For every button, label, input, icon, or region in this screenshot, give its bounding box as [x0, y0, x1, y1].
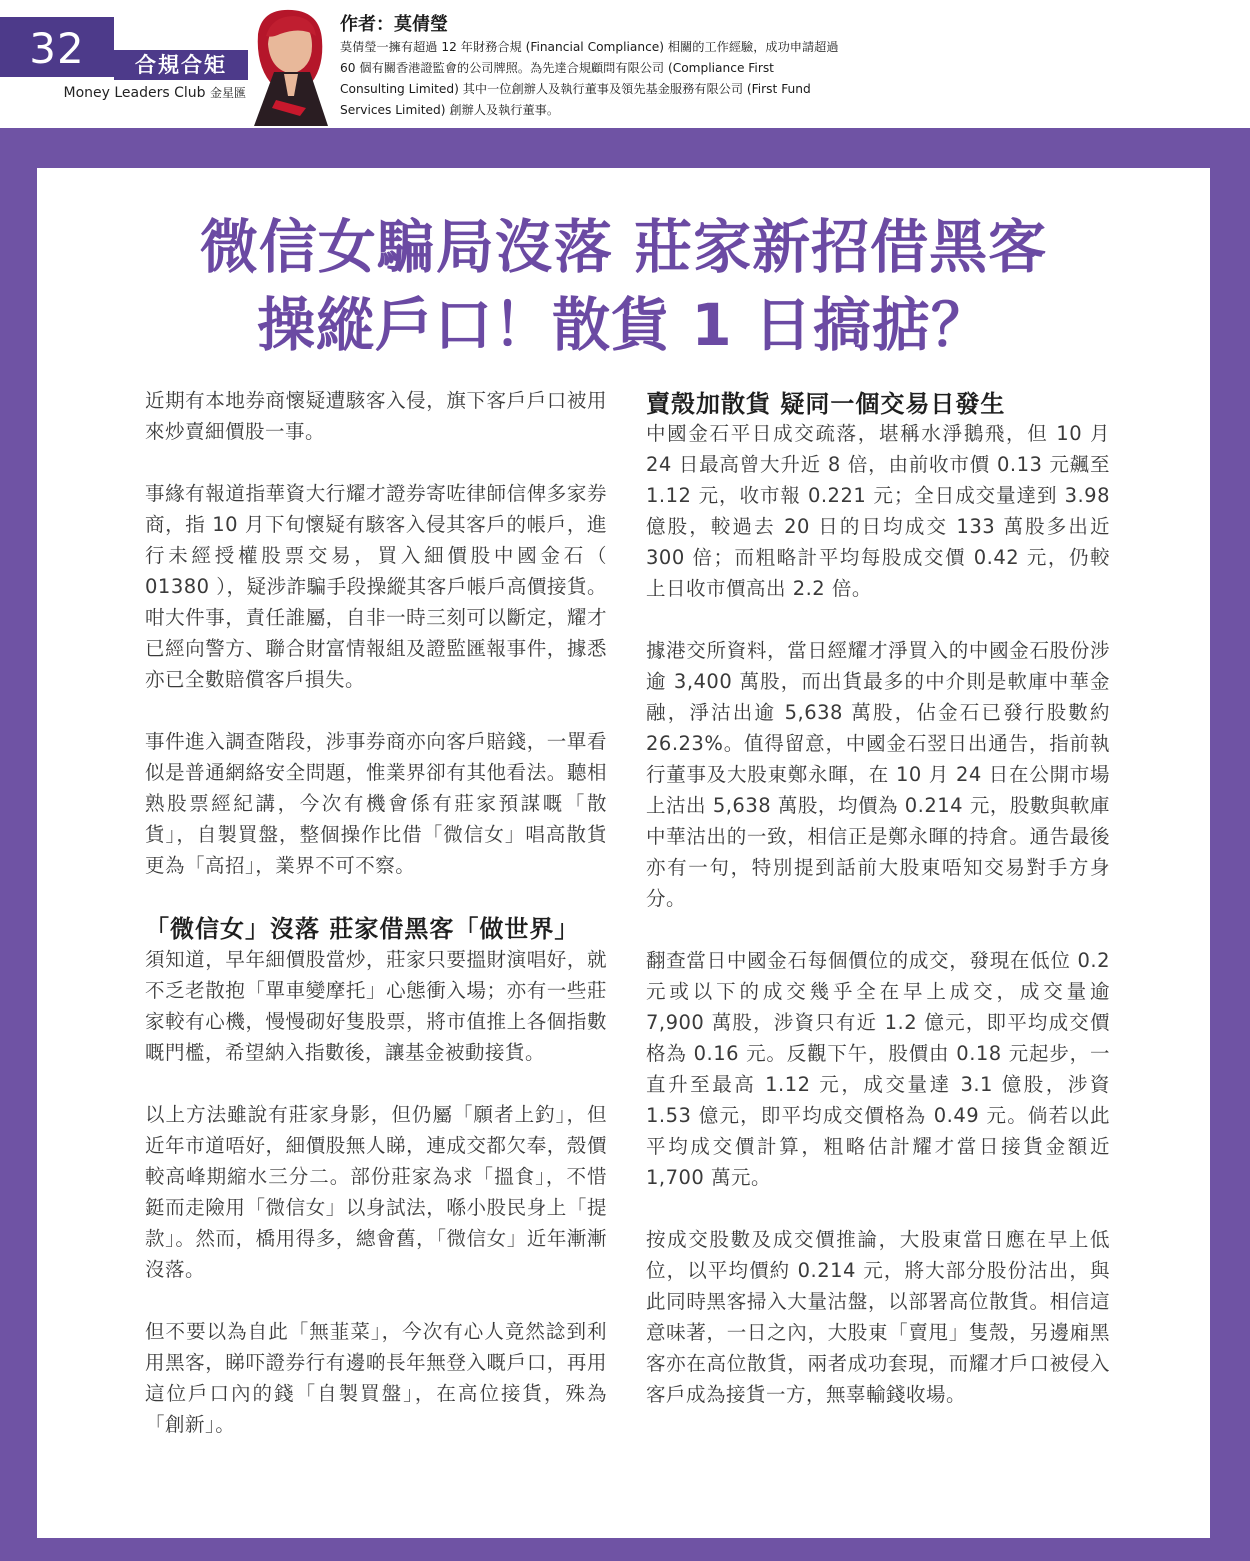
page-header: [0, 0, 1250, 128]
club-name-cn: 金星匯: [209, 86, 246, 100]
club-name: Money Leaders Club: [63, 85, 206, 101]
article-headline: [37, 208, 1210, 364]
headline-line-1: 微信女騙局沒落 莊家新招借黑客: [199, 213, 1048, 281]
paragraph: 以上方法雖說有莊家身影，但仍屬「願者上釣」，但近年市道唔好，細價股無人睇，連成交都欠奉，殼價較高峰期縮水三分二。部份莊家為求「搵食」，不惜鋌而走險用「微信女」以身試法，喺小股民身上「提款」。然而，橋用得多，總會舊，「微信女」近年漸漸沒落。: [145, 1103, 607, 1281]
paragraph: 據港交所資料，當日經耀才淨買入的中國金石股份涉逾 3,400 萬股，而出貨最多的中介則是軟庫中華金融，淨沽出逾 5,638 萬股，佔金石已發行股數約 26.23%。值得留意，中國金石翌日出通告，指前執行董事及大股東鄭永暉，在 10 月 24 日在公開市場上沽出 5,638 萬股，均價為 0.214 元，股數與軟庫中華沽出的一致，相信正是鄭永暉的持倉。通告最後亦有一句，特別提到話前大股東唔知交易對手方身分。: [646, 639, 1110, 910]
headline-line-2: 操縱戶口！散貨 1 日搞掂？: [257, 291, 990, 359]
paragraph: 事件進入調查階段，涉事券商亦向客戶賠錢，一單看似是普通網絡安全問題，惟業界卻有其他看法。聽相熟股票經紀講，今次有機會係有莊家預謀嘅「散貨」，自製買盤，整個操作比借「微信女」唱高散貨更為「高招」，業界不可不察。: [145, 730, 607, 877]
subheading: 賣殼加散貨 疑同一個交易日發生: [646, 390, 1006, 418]
author-bio: 莫倩瑩一擁有超過 12 年財務合規 (Financial Compliance) 相關的工作經驗，成功申請超過 60 個有關香港證監會的公司牌照。為先達合規顧問有限公司 (Compliance First Consulting Limited) 其中一位創辦人及執行董事及領先基金服務有限公司 (First Fund Services Limited) 創辦人及執行董事。: [340, 40, 839, 117]
paragraph: 但不要以為自此「無韮菜」，今次有心人竟然諗到利用黑客，睇吓證券行有邊啲長年無登入嘅戶口，再用這位戶口內的錢「自製買盤」，在高位接貨，殊為「創新」。: [145, 1320, 607, 1436]
paragraph: 中國金石平日成交疏落，堪稱水淨鵝飛，但 10 月 24 日最高曾大升近 8 倍，由前收市價 0.13 元飆至 1.12 元，收市報 0.221 元；全日成交量達到 3.98 億股，較過去 20 日的日均成交 133 萬股多出近 300 倍；而粗略計平均每股成交價 0.42 元，仍較上日收市價高出 2.2 倍。: [646, 422, 1110, 600]
article-panel: [37, 168, 1210, 1538]
paragraph: 翻查當日中國金石每個價位的成交，發現在低位 0.2 元或以下的成交幾乎全在早上成交，成交量逾 7,900 萬股，涉資只有近 1.2 億元，即平均成交價格為 0.16 元。反觀下午，股價由 0.18 元起步，一直升至最高 1.12 元，成交量達 3.1 億股，涉資 1.53 億元，即平均成交價格為 0.49 元。倘若以此平均成交價計算，粗略估計耀才當日接貨金額近 1,700 萬元。: [646, 949, 1110, 1189]
paragraph: 事緣有報道指華資大行耀才證券寄咗律師信俾多家券商，指 10 月下旬懷疑有駭客入侵其客戶的帳戶，進行未經授權股票交易，買入細價股中國金石（ 01380 ），疑涉詐騙手段操縱其客戶帳戶高價接貨。咁大件事，責任誰屬，自非一時三刻可以斷定，耀才已經向警方、聯合財富情報組及證監匯報事件，據悉亦已全數賠償客戶損失。: [145, 482, 607, 691]
paragraph: 須知道，早年細價股當炒，莊家只要搵財演唱好，就不乏老散抱「單車變摩托」心態衝入場；亦有一些莊家較有心機，慢慢砌好隻股票，將市值推上各個指數嘅門檻，希望納入指數後，讓基金被動接貨。: [145, 948, 607, 1064]
paragraph: 按成交股數及成交價推論，大股東當日應在早上低位，以平均價約 0.214 元，將大部分股份沽出，與此同時黑客掃入大量沽盤，以部署高位散貨。相信這意味著，一日之內，大股東「賣甩」隻殼，另邊廂黑客亦在高位散貨，兩者成功套現，而耀才戶口被侵入客戶成為接貨一方，無辜輸錢收場。: [646, 1228, 1110, 1406]
club-name-line: [0, 84, 246, 101]
paragraph: 近期有本地券商懷疑遭駭客入侵，旗下客戶戶口被用來炒賣細價股一事。: [145, 389, 607, 443]
left-column: [145, 385, 607, 1471]
page-number: 32: [29, 24, 85, 73]
section-title: 合規合矩: [135, 53, 227, 77]
right-column: [646, 387, 1110, 1441]
author-portrait: [250, 4, 332, 126]
subheading: 「微信女」沒落 莊家借黑客「做世界」: [145, 915, 580, 943]
author-name: 作者：莫倩瑩: [340, 14, 448, 35]
